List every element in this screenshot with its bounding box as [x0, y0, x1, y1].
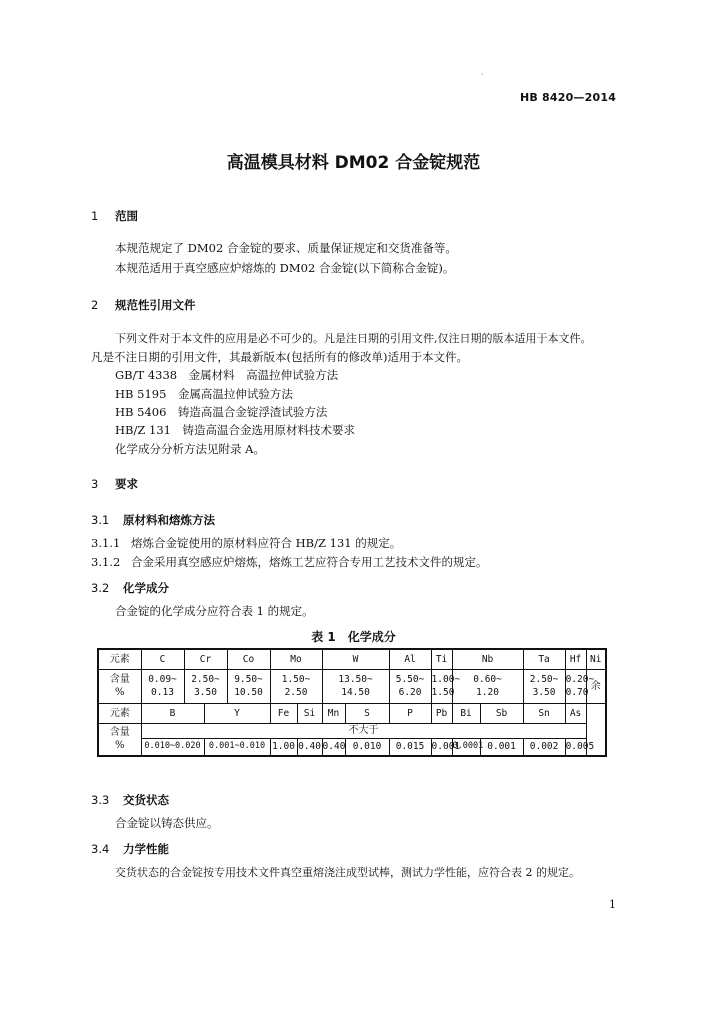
value-cell: 0.001 [431, 738, 452, 756]
value-cell: 0.40 [322, 738, 345, 756]
document-title: 高温模具材料 DM02 合金锭规范 [226, 153, 481, 173]
element-cell: Ta [523, 649, 565, 669]
section-number: 3.3 [91, 793, 110, 807]
value-cell: 0.001 [480, 738, 523, 756]
element-cell: Co [227, 649, 270, 669]
section-3-3-heading [91, 792, 169, 808]
element-cell: P [389, 703, 431, 723]
clause-number: 3.1.1 [91, 536, 121, 550]
section-title: 力学性能 [123, 842, 169, 856]
table-row [98, 649, 606, 669]
element-cell: Bi [452, 703, 480, 723]
clause-text: 熔炼合金锭使用的原材料应符合 HB/Z 131 的规定。 [131, 536, 402, 550]
page-number: 1 [609, 898, 616, 911]
value-cell: 2.50~ 3.50 [184, 669, 227, 703]
value-cell: 0.09~ 0.13 [141, 669, 184, 703]
clause-number: 3.1.2 [91, 555, 121, 569]
value-cell: 0.005 [565, 738, 586, 756]
row-label: 元素 [98, 649, 141, 669]
value-cell: 2.50~ 3.50 [523, 669, 565, 703]
section-title: 要求 [115, 477, 138, 491]
section-number: 3 [91, 477, 99, 491]
stray-mark: · [481, 70, 484, 79]
element-cell: W [322, 649, 389, 669]
element-cell: Pb [431, 703, 452, 723]
reference-item: GB/T 4338 金属材料 高温拉伸试验方法 [115, 368, 339, 382]
element-cell: Ni [586, 649, 606, 669]
reference-item: HB 5406 铸造高温合金锭浮渣试验方法 [115, 405, 328, 419]
value-cell: 余 [586, 669, 606, 703]
paragraph: 交货状态的合金锭按专用技术文件真空重熔浇注成型试棒，测试力学性能，应符合表 2 的规定。 [115, 866, 580, 879]
table-row [98, 723, 606, 738]
element-cell: Sb [480, 703, 523, 723]
value-cell: 1.00~ 1.50 [431, 669, 452, 703]
table-row [98, 738, 606, 756]
section-3-2-heading [91, 580, 169, 596]
paragraph: 下列文件对于本文件的应用是必不可少的。凡是注日期的引用文件,仅注日期的版本适用于本文件。 [115, 332, 592, 345]
chemical-composition-table [97, 648, 607, 757]
row-label: 元素 [98, 703, 141, 723]
section-3-heading [91, 476, 138, 492]
value-cell: 1.00 [270, 738, 297, 756]
table-row [98, 703, 606, 723]
element-cell: Nb [452, 649, 523, 669]
section-number: 3.1 [91, 513, 110, 527]
row-label: 含量 % [98, 669, 141, 703]
element-cell: Si [297, 703, 322, 723]
paragraph: 合金锭的化学成分应符合表 1 的规定。 [115, 604, 314, 618]
paragraph: 凡是不注日期的引用文件，其最新版本(包括所有的修改单)适用于本文件。 [91, 350, 468, 364]
value-cell: 5.50~ 6.20 [389, 669, 431, 703]
table-row [98, 669, 606, 703]
element-cell: Al [389, 649, 431, 669]
element-cell: Sn [523, 703, 565, 723]
clause-3-1-2 [91, 554, 488, 570]
paragraph: 合金锭以铸态供应。 [115, 816, 219, 830]
element-cell: As [565, 703, 586, 723]
section-title: 化学成分 [123, 581, 169, 595]
element-cell: Y [204, 703, 270, 723]
reference-item: HB/Z 131 铸造高温合金选用原材料技术要求 [115, 423, 355, 437]
table-caption: 表 1 化学成分 [311, 630, 396, 644]
paragraph: 本规范规定了 DM02 合金锭的要求、质量保证规定和交货准备等。 [115, 241, 457, 255]
element-cell: Hf [565, 649, 586, 669]
value-cell: 13.50~ 14.50 [322, 669, 389, 703]
standard-code: HB 8420—2014 [520, 91, 617, 104]
element-cell: Fe [270, 703, 297, 723]
section-title: 交货状态 [123, 793, 169, 807]
section-number: 2 [91, 298, 99, 312]
row-label: 含量 % [98, 723, 141, 756]
section-title: 规范性引用文件 [115, 298, 196, 312]
paragraph: 本规范适用于真空感应炉熔炼的 DM02 合金锭(以下简称合金锭)。 [115, 261, 455, 275]
section-3-1-heading [91, 512, 215, 528]
value-cell: 0.010 [345, 738, 389, 756]
section-title: 范围 [115, 209, 138, 223]
element-cell: Mn [322, 703, 345, 723]
value-cell: 0.40 [297, 738, 322, 756]
clause-3-1-1 [91, 535, 401, 551]
value-cell: 9.50~ 10.50 [227, 669, 270, 703]
element-cell: Ti [431, 649, 452, 669]
element-cell: Mo [270, 649, 322, 669]
element-cell: B [141, 703, 204, 723]
value-cell: 0.015 [389, 738, 431, 756]
value-cell: 0.20~ 0.70 [565, 669, 586, 703]
reference-item: HB 5195 金属高温拉伸试验方法 [115, 387, 293, 401]
section-number: 3.2 [91, 581, 110, 595]
value-cell: 0.001~0.010 [204, 738, 270, 756]
max-limit-label: 不大于 [141, 723, 586, 738]
reference-item: 化学成分分析方法见附录 A。 [115, 442, 265, 456]
section-1-heading [91, 208, 138, 224]
section-2-heading [91, 297, 196, 313]
section-title: 原材料和熔炼方法 [123, 513, 215, 527]
section-number: 3.4 [91, 842, 110, 856]
value-cell: 0.010~0.020 [141, 738, 204, 756]
element-cell: S [345, 703, 389, 723]
section-3-4-heading [91, 841, 169, 857]
value-cell: 1.50~ 2.50 [270, 669, 322, 703]
element-cell: C [141, 649, 184, 669]
value-cell: 0.002 [523, 738, 565, 756]
value-cell: 0.60~ 1.20 [452, 669, 523, 703]
clause-text: 合金采用真空感应炉熔炼，熔炼工艺应符合专用工艺技术文件的规定。 [131, 555, 488, 569]
section-number: 1 [91, 209, 99, 223]
element-cell: Cr [184, 649, 227, 669]
value-cell: 0.0001 [452, 738, 480, 756]
